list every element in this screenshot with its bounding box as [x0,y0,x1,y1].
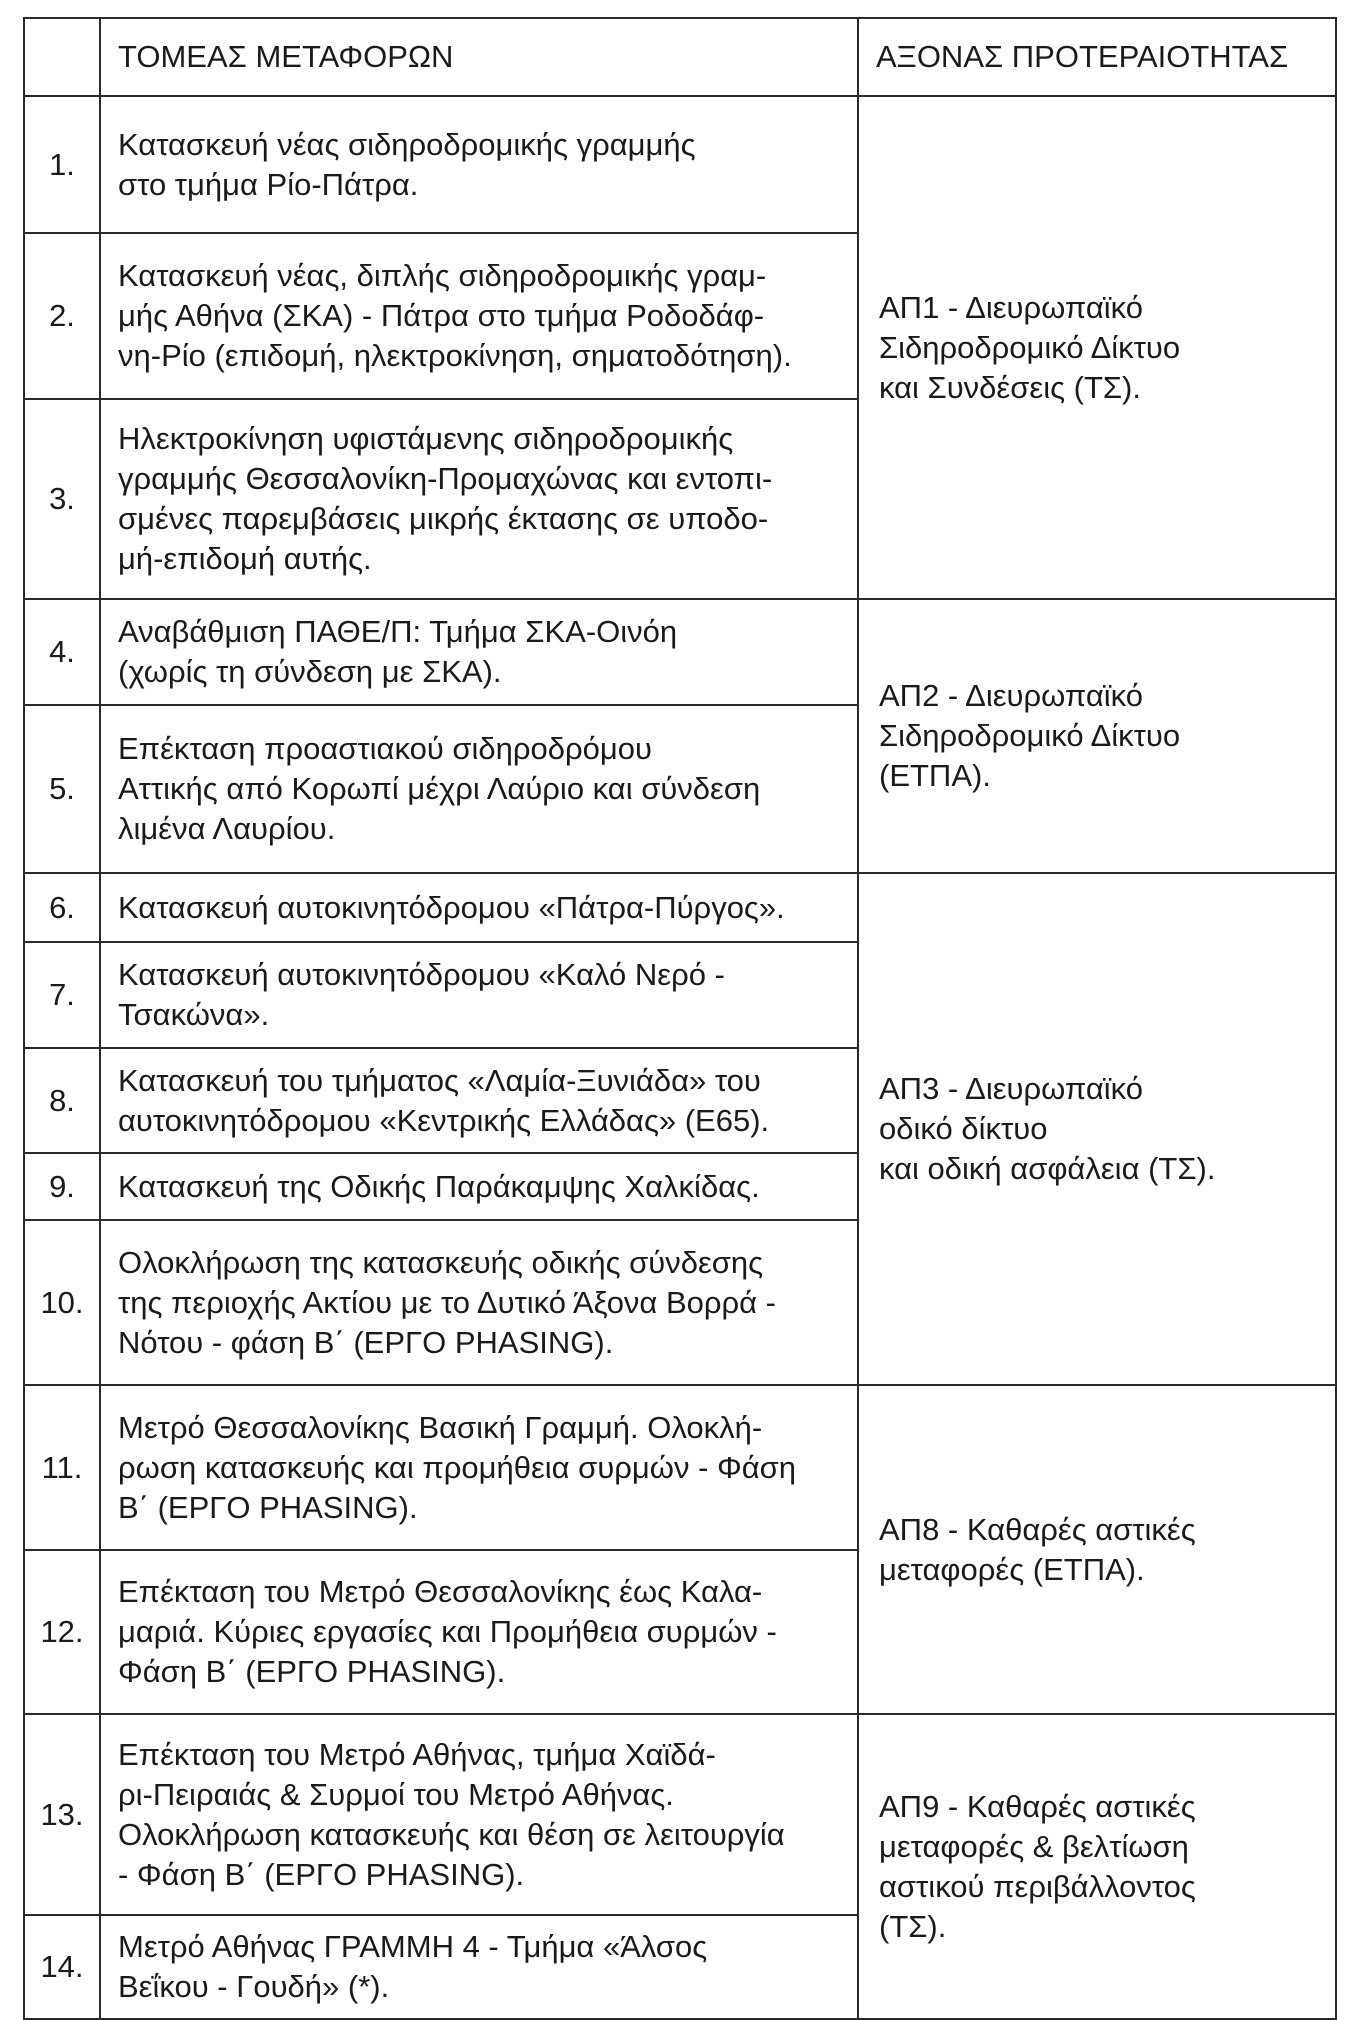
row-number: 5. [24,705,100,873]
text-line: ΑΠ9 - Καθαρές αστικές [879,1788,1196,1824]
table-row [24,599,1336,705]
text-line: και οδική ασφάλεια (ΤΣ). [879,1151,1216,1186]
text-line: της περιοχής Ακτίου με το Δυτικό Άξονα Βορρά - [118,1284,777,1320]
text-line: Σιδηροδρομικό Δίκτυο [879,718,1181,753]
project-description [100,942,858,1048]
text-line: Κατασκευή της Οδικής Παράκαμψης Χαλκίδας. [118,1168,760,1204]
project-description [100,1385,858,1550]
text-line: Ολοκλήρωση κατασκευής και θέση σε λειτουργία [118,1816,785,1852]
text-line: Επέκταση του Μετρό Αθήνας, τμήμα Χαϊδά- [118,1736,716,1772]
text-line: σμένες παρεμβάσεις μικρής έκτασης σε υποδο- [118,501,769,536]
text-line: - Φάση Β΄ (ΕΡΓΟ PHASING). [118,1856,525,1892]
project-description [100,705,858,873]
project-description [100,1153,858,1220]
table-row [24,96,1336,233]
text-line: ΑΠ2 - Διευρωπαϊκό [879,678,1144,713]
text-line: νη-Ρίο (επιδομή, ηλεκτροκίνηση, σηματοδότηση). [118,338,792,373]
text-line: ΑΠ8 - Καθαρές αστικές [879,1511,1196,1547]
priority-axis-cell [858,599,1336,873]
text-line: ΑΠ1 - Διευρωπαϊκό [879,289,1144,325]
text-line: Επέκταση προαστιακού σιδηροδρόμου [118,731,652,766]
text-line: Βεΐκου - Γουδή» (*). [118,1969,390,2004]
text-line: αστικού περιβάλλοντος [879,1868,1196,1904]
row-number: 2. [24,233,100,399]
text-line: αυτοκινητόδρομου «Κεντρικής Ελλάδας» (Ε65). [118,1102,770,1138]
project-description [100,873,858,942]
text-line: στο τμήμα Ρίο-Πάτρα. [118,166,419,202]
transport-projects-table [23,17,1337,2020]
row-number: 14. [24,1915,100,2019]
text-line: Αναβάθμιση ΠΑΘΕ/Π: Τμήμα ΣΚΑ-Οινόη [118,614,678,649]
row-number: 13. [24,1714,100,1915]
text-line: Αττικής από Κορωπί μέχρι Λαύριο και σύνδεση [118,771,761,806]
text-line: ρωση κατασκευής και προμήθεια συρμών - Φάση [118,1449,797,1485]
text-line: Νότου - φάση Β΄ (ΕΡΓΟ PHASING). [118,1324,614,1360]
text-line: μεταφορές & βελτίωση [879,1828,1189,1864]
header-axis-cell: ΑΞΟΝΑΣ ΠΡΟΤΕΡΑΙΟΤΗΤΑΣ [858,18,1336,96]
table-row [24,1714,1336,1915]
priority-axis-cell [858,1385,1336,1714]
text-line: Κατασκευή του τμήματος «Λαμία-Ξυνιάδα» του [118,1062,761,1098]
table-row [24,1385,1336,1550]
text-line: μή-επιδομή αυτής. [118,541,372,576]
text-line: (ΤΣ). [879,1908,947,1944]
header-number-cell [24,18,100,96]
text-line: (ΕΤΠΑ). [879,758,991,793]
project-description [100,1550,858,1714]
text-line: Κατασκευή νέας, διπλής σιδηροδρομικής γραμ- [118,258,767,293]
text-line: Κατασκευή αυτοκινητόδρομου «Καλό Νερό - [118,957,725,992]
text-line: Επέκταση του Μετρό Θεσσαλονίκης έως Καλα- [118,1574,763,1609]
row-number: 11. [24,1385,100,1550]
project-description [100,599,858,705]
project-description [100,1048,858,1153]
header-sector-cell: ΤΟΜΕΑΣ ΜΕΤΑΦΟΡΩΝ [100,18,858,96]
text-line: Μετρό Θεσσαλονίκης Βασική Γραμμή. Ολοκλή- [118,1409,763,1445]
row-number: 10. [24,1220,100,1385]
row-number: 7. [24,942,100,1048]
row-number: 9. [24,1153,100,1220]
text-line: Κατασκευή αυτοκινητόδρομου «Πάτρα-Πύργος». [118,889,785,925]
priority-axis-cell [858,873,1336,1385]
project-description [100,1714,858,1915]
text-line: Κατασκευή νέας σιδηροδρομικής γραμμής [118,126,696,162]
text-line: ΑΠ3 - Διευρωπαϊκό [879,1071,1144,1106]
text-line: Τσακώνα». [118,997,270,1032]
table-row [24,873,1336,942]
project-description [100,233,858,399]
text-line: Ολοκλήρωση της κατασκευής οδικής σύνδεσης [118,1244,764,1280]
row-number: 4. [24,599,100,705]
text-line: λιμένα Λαυρίου. [118,811,336,846]
text-line: Ηλεκτροκίνηση υφιστάμενης σιδηροδρομικής [118,421,734,456]
text-line: Β΄ (ΕΡΓΟ PHASING). [118,1489,418,1525]
text-line: Σιδηροδρομικό Δίκτυο [879,329,1181,365]
text-line: και Συνδέσεις (ΤΣ). [879,369,1141,405]
text-line: μής Αθήνα (ΣΚΑ) - Πάτρα στο τμήμα Ροδοδάφ- [118,298,765,333]
text-line: Φάση Β΄ (ΕΡΓΟ PHASING). [118,1654,506,1689]
row-number: 6. [24,873,100,942]
text-line: μαριά. Κύριες εργασίες και Προμήθεια συρμών - [118,1614,777,1649]
row-number: 1. [24,96,100,233]
row-number: 3. [24,399,100,599]
project-description [100,1220,858,1385]
table-header-row [24,18,1336,96]
text-line: οδικό δίκτυο [879,1111,1048,1146]
priority-axis-cell [858,1714,1336,2019]
text-line: ρι-Πειραιάς & Συρμοί του Μετρό Αθήνας. [118,1776,674,1812]
priority-axis-cell [858,96,1336,599]
row-number: 12. [24,1550,100,1714]
project-description [100,399,858,599]
text-line: (χωρίς τη σύνδεση με ΣΚΑ). [118,654,502,689]
text-line: μεταφορές (ΕΤΠΑ). [879,1551,1145,1587]
project-description [100,1915,858,2019]
row-number: 8. [24,1048,100,1153]
text-line: Μετρό Αθήνας ΓΡΑΜΜΗ 4 - Τμήμα «Άλσος [118,1929,708,1964]
project-description [100,96,858,233]
text-line: γραμμής Θεσσαλονίκη-Προμαχώνας και εντοπι- [118,461,773,496]
